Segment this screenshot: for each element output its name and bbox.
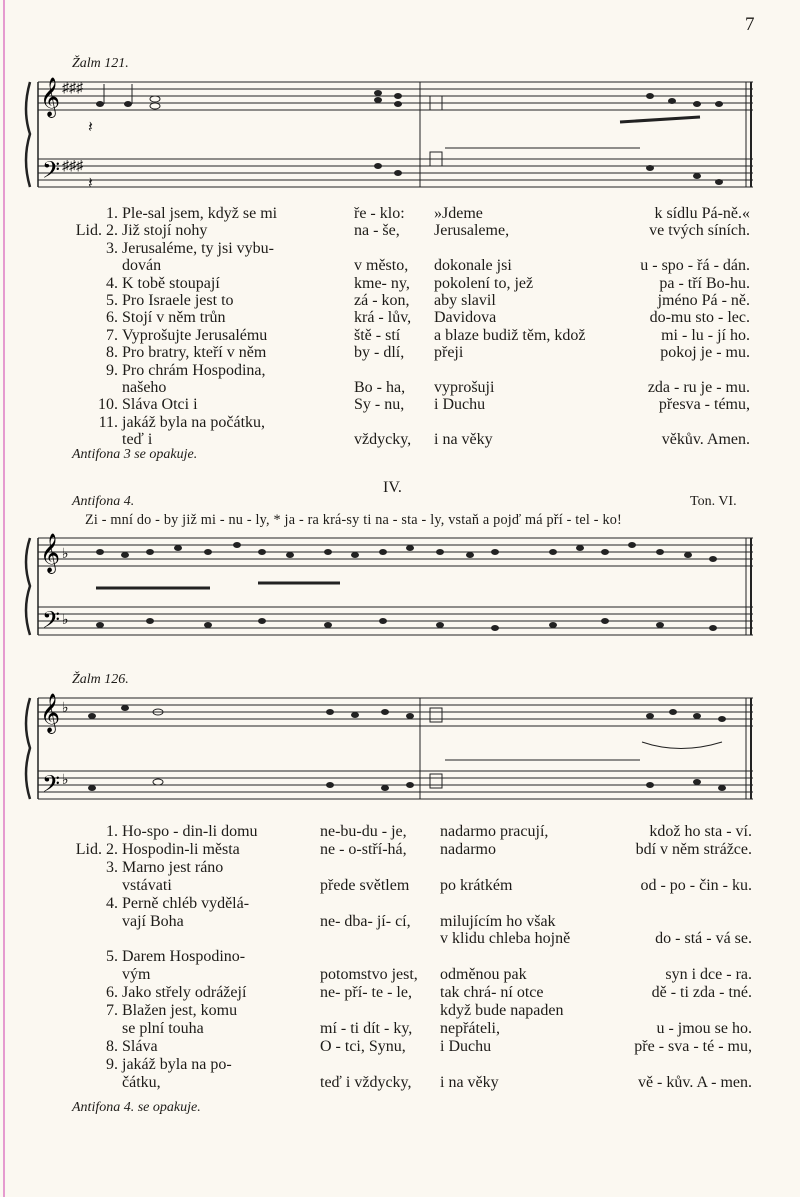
brace-3 xyxy=(26,698,30,799)
antiphon4-tone: Ton. VI. xyxy=(690,494,737,509)
verse-c4: jméno Pá - ně. xyxy=(657,292,750,309)
svg-text:𝄞: 𝄞 xyxy=(40,533,61,573)
verse-c1: Pro Israele jest to xyxy=(122,292,234,309)
verse-c2: zá - kon, xyxy=(354,292,410,309)
verse-c3: i Duchu xyxy=(440,1037,492,1055)
verse-c3: a blaze budiž těm, kdož xyxy=(434,326,586,344)
verse-c4: ve tvých síních. xyxy=(649,222,750,240)
verse-num: 1. xyxy=(106,205,118,222)
psalm121-repeat-note: Antifona 3 se opakuje. xyxy=(72,447,198,462)
verse-c3: přeji xyxy=(434,344,464,362)
verse-c4: kdož ho sta - ví. xyxy=(649,823,752,840)
verse-c4: pokoj je - mu. xyxy=(660,344,750,362)
verse-c2: ště - stí xyxy=(354,326,401,344)
verse-c2: ne - o-stří-há, xyxy=(320,840,407,858)
verse-c1: K tobě stoupají xyxy=(122,274,220,292)
verse-c1: Jako střely odrážejí xyxy=(122,984,247,1002)
verse-c4: u - jmou se ho. xyxy=(656,1019,752,1037)
verse-c3: odměnou pak xyxy=(440,966,527,984)
verse-c1: Pro chrám Hospodina, xyxy=(122,361,266,379)
verse-c3: aby slavil xyxy=(434,292,496,309)
verse-c2: kme- ny, xyxy=(354,274,410,292)
verse-c3: tak chrá- ní otce xyxy=(440,984,544,1002)
svg-text:𝄞: 𝄞 xyxy=(40,693,61,733)
verse-c1: Hospodin-li města xyxy=(122,840,240,858)
verse-c4: mi - lu - jí ho. xyxy=(661,326,750,344)
verse-num: 6. xyxy=(106,984,118,1002)
verse-num: 9. xyxy=(106,361,118,379)
verse-c2: krá - lův, xyxy=(354,309,412,327)
psalm126-title: Žalm 126. xyxy=(72,672,129,687)
verse-c4: dě - ti zda - tné. xyxy=(651,984,752,1002)
verse-c3: Jerusaleme, xyxy=(434,222,510,240)
antiphon4-treble-staff xyxy=(38,538,753,566)
verse-c1: Již stojí nohy xyxy=(122,222,208,240)
svg-text:♭: ♭ xyxy=(62,547,69,562)
verse-num: Lid. 2. xyxy=(75,222,118,240)
antiphon4-bass-staff xyxy=(38,607,753,635)
verse-c2: přede světlem xyxy=(320,876,410,894)
verse-c3: pokolení to, jež xyxy=(434,274,534,292)
page-number: 7 xyxy=(745,14,755,35)
verse-c3: když bude napaden xyxy=(440,1002,564,1019)
verse-c3: v klidu chleba hojně xyxy=(440,930,571,948)
psalm126-repeat-note: Antifona 4. se opakuje. xyxy=(72,1100,201,1115)
verse-c1: Sláva Otci i xyxy=(122,396,198,414)
verse-num: 4. xyxy=(106,894,118,912)
svg-text:♯♯♯: ♯♯♯ xyxy=(62,159,83,174)
verse-c1: čátku, xyxy=(122,1073,161,1091)
verse-c4: syn i dce - ra. xyxy=(665,966,752,984)
verse-c1: Perně chléb vydělá- xyxy=(122,894,250,912)
verse-num: 8. xyxy=(106,1037,118,1055)
verse-c3: »Jdeme xyxy=(434,205,483,222)
verse-c3: milujícím ho však xyxy=(440,912,556,930)
verse-c2: Bo - ha, xyxy=(354,379,406,396)
verse-num: 1. xyxy=(106,823,118,840)
verse-c4: k sídlu Pá-ně.« xyxy=(654,205,750,222)
brace-1 xyxy=(26,82,30,187)
verse-c2: mí - ti dít - ky, xyxy=(320,1019,413,1037)
verse-c3: vyprošuji xyxy=(434,379,495,396)
brace-2 xyxy=(26,538,30,635)
verse-c2: na - še, xyxy=(354,222,400,240)
verse-num: 7. xyxy=(106,326,118,344)
antiphon4-lyrics: Zi - mní do - by již mi - nu - ly, * ja - ra krá-sy ti na - sta - ly, vstaň a pojď má pří - tel - ko! xyxy=(85,512,622,528)
svg-text:𝄽: 𝄽 xyxy=(88,119,93,136)
verse-c4: přesva - tému, xyxy=(658,396,750,414)
verse-c3: nadarmo pracují, xyxy=(440,823,549,840)
verse-c2: ře - klo: xyxy=(354,205,405,222)
verse-num: 6. xyxy=(106,309,118,327)
verse-c2: potomstvo jest, xyxy=(320,966,418,984)
verse-c1: dován xyxy=(122,257,162,275)
verse-c1: vstávati xyxy=(122,876,172,894)
verse-c4: věkův. Amen. xyxy=(661,431,750,449)
verse-c1: teď i xyxy=(122,431,153,449)
svg-text:♯♯♯: ♯♯♯ xyxy=(62,81,83,96)
psalm121-notes xyxy=(88,84,723,192)
verse-c3: nadarmo xyxy=(440,840,496,858)
verse-c4: vě - kův. A - men. xyxy=(637,1073,752,1091)
verse-num: 8. xyxy=(106,344,118,362)
verse-num: 3. xyxy=(106,239,118,257)
verse-c1: Stojí v něm trůn xyxy=(122,309,226,327)
psalm126-bass-staff xyxy=(38,771,753,799)
verse-num: 10. xyxy=(98,396,118,414)
verse-c2: v město, xyxy=(354,257,409,275)
verse-num: 5. xyxy=(106,948,118,966)
verse-c3: Davidova xyxy=(434,309,497,327)
svg-text:𝄽: 𝄽 xyxy=(88,175,93,192)
verse-c3: i na věky xyxy=(440,1073,499,1091)
verse-c3: i na věky xyxy=(434,431,493,449)
verse-c4: od - po - čin - ku. xyxy=(640,876,752,894)
verse-c2: ne- pří- te - le, xyxy=(320,984,412,1002)
verse-c4: u - spo - řá - dán. xyxy=(640,257,750,275)
svg-text:𝄢: 𝄢 xyxy=(42,606,61,639)
svg-text:♭: ♭ xyxy=(62,773,69,788)
verse-c3: i Duchu xyxy=(434,396,486,414)
verse-num: 5. xyxy=(106,292,118,309)
verse-c2: ne-bu-du - je, xyxy=(320,823,407,840)
verse-c1: vým xyxy=(122,966,151,984)
verse-num: 4. xyxy=(106,274,118,292)
verse-c1: Pro bratry, kteří v něm xyxy=(122,344,267,362)
verse-c4: bdí v něm strážce. xyxy=(635,840,752,858)
psalm121-title: Žalm 121. xyxy=(72,56,129,71)
section-numeral: IV. xyxy=(383,479,402,496)
verse-c1: jakáž byla na počátku, xyxy=(122,413,266,431)
verse-c2: by - dlí, xyxy=(354,344,405,362)
verse-c1: Jerusaléme, ty jsi vybu- xyxy=(122,239,274,257)
verse-num: 3. xyxy=(106,858,118,876)
verse-num: Lid. 2. xyxy=(75,840,118,858)
psalm126-treble-staff xyxy=(38,698,753,726)
verse-c2: vždycky, xyxy=(354,431,412,449)
verse-c2: Sy - nu, xyxy=(354,396,405,414)
verse-c1: Ple-sal jsem, když se mi xyxy=(122,205,278,222)
verse-c1: Marno jest ráno xyxy=(122,858,224,876)
verse-c4: do-mu sto - lec. xyxy=(649,309,750,327)
verse-c1: jakáž byla na po- xyxy=(122,1055,232,1073)
verse-c4: pa - tří Bo-hu. xyxy=(659,274,750,292)
svg-text:♭: ♭ xyxy=(62,701,69,716)
verse-c1: vají Boha xyxy=(122,912,184,930)
verse-c1: se plní touha xyxy=(122,1019,204,1037)
verse-c1: Darem Hospodino- xyxy=(122,948,246,966)
treble-clef: 𝄞 xyxy=(40,77,61,117)
verse-c3: po krátkém xyxy=(440,876,513,894)
verse-c1: našeho xyxy=(122,379,167,396)
verse-c1: Blažen jest, komu xyxy=(122,1002,238,1019)
bass-clef: 𝄢 xyxy=(42,156,61,189)
verse-c1: Ho-spo - din-li domu xyxy=(122,823,258,840)
verse-c4: pře - sva - té - mu, xyxy=(634,1037,752,1055)
verse-c3: nepřáteli, xyxy=(440,1019,500,1037)
verse-c2: teď i vždycky, xyxy=(320,1073,412,1091)
verse-c4: zda - ru je - mu. xyxy=(647,379,750,396)
verse-num: 7. xyxy=(106,1002,118,1019)
verse-c1: Sláva xyxy=(122,1037,158,1055)
verse-c4: do - stá - vá se. xyxy=(655,930,752,948)
verse-c1: Vyprošujte Jerusalému xyxy=(122,326,268,344)
svg-text:♭: ♭ xyxy=(62,613,69,628)
verse-num: 11. xyxy=(98,413,118,431)
verse-c2: O - tci, Synu, xyxy=(320,1037,406,1055)
antiphon4-label: Antifona 4. xyxy=(72,494,135,509)
svg-text:𝄢: 𝄢 xyxy=(42,770,61,803)
verse-c2: ne- dba- jí- cí, xyxy=(320,912,411,930)
verse-num: 9. xyxy=(106,1055,118,1073)
verse-c3: dokonale jsi xyxy=(434,257,512,275)
